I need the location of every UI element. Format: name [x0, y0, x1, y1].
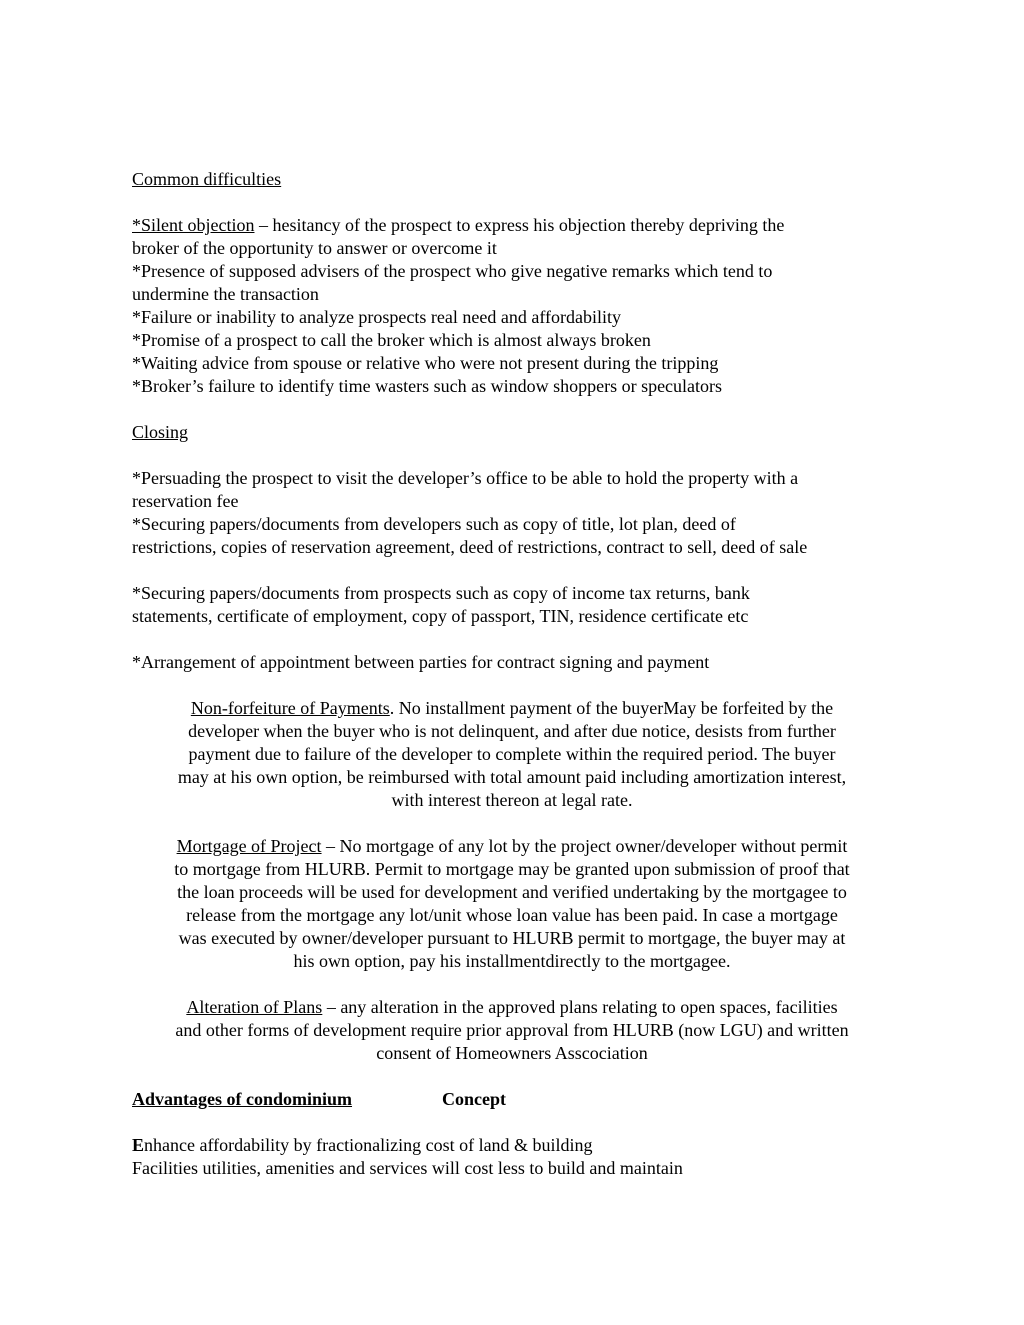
mortgage-line-3: the loan proceeds will be used for development and verified undertaking by the mortgagee to	[177, 882, 847, 902]
non-forfeiture-paragraph	[132, 697, 892, 812]
advantages-heading-row	[132, 1088, 892, 1111]
non-forfeiture-line-5: with interest thereon at legal rate.	[391, 790, 633, 810]
securing-prospects-line-1: *Securing papers/documents from prospects such as copy of income tax returns, bank	[132, 583, 750, 603]
mortgage-text: – No mortgage of any lot by the project owner/developer without permit	[321, 836, 848, 856]
persuading-line-1: *Persuading the prospect to visit the developer’s office to be able to hold the property with a	[132, 468, 799, 488]
alteration-paragraph	[132, 996, 892, 1065]
securing-prospects-line-2: statements, certificate of employment, copy of passport, TIN, residence certificate etc	[132, 606, 749, 626]
alteration-line-3: consent of Homeowners Asscociation	[376, 1043, 648, 1063]
promise-line: *Promise of a prospect to call the broker which is almost always broken	[132, 330, 651, 350]
spacer	[132, 628, 892, 651]
non-forfeiture-line-2: developer when the buyer who is not delinquent, and after due notice, desists from further	[188, 721, 836, 741]
spacer	[132, 191, 892, 214]
silent-objection-label: *Silent objection	[132, 215, 255, 235]
mortgage-line-4: release from the mortgage any lot/unit whose loan value has been paid. In case a mortgage	[186, 905, 838, 925]
mortgage-line-2: to mortgage from HLURB. Permit to mortgage may be granted upon submission of proof that	[174, 859, 850, 879]
non-forfeiture-label: Non-forfeiture of Payments	[190, 698, 390, 718]
advantages-heading: Advantages of condominium	[132, 1089, 353, 1109]
mortgage-paragraph	[132, 835, 892, 973]
facilities-line: Facilities utilities, amenities and services will cost less to build and maintain	[132, 1158, 683, 1178]
securing-developers-line-2: restrictions, copies of reservation agreement, deed of restrictions, contract to sell, deed of sale	[132, 537, 808, 557]
common-difficulties-heading: Common difficulties	[132, 169, 282, 189]
arrangement-line: *Arrangement of appointment between parties for contract signing and payment	[132, 652, 710, 672]
spacer	[132, 973, 892, 996]
advisers-line-2: undermine the transaction	[132, 284, 319, 304]
spacer	[132, 1065, 892, 1088]
non-forfeiture-line-3: payment due to failure of the developer to complete within the required period. The buyer	[188, 744, 836, 764]
concept-heading: Concept	[442, 1089, 507, 1109]
spacer	[132, 398, 892, 421]
spacer	[132, 674, 892, 697]
broker-failure-line: *Broker’s failure to identify time wasters such as window shoppers or speculators	[132, 376, 723, 396]
spacer	[132, 559, 892, 582]
mortgage-line-1	[132, 835, 892, 858]
mortgage-line-5: was executed by owner/developer pursuant to HLURB permit to mortgage, the buyer may at	[178, 928, 846, 948]
closing-heading: Closing	[132, 422, 189, 442]
failure-line: *Failure or inability to analyze prospects real need and affordability	[132, 307, 621, 327]
alteration-text: – any alteration in the approved plans relating to open spaces, facilities	[322, 997, 838, 1017]
securing-developers-line-1: *Securing papers/documents from developers such as copy of title, lot plan, deed of	[132, 514, 736, 534]
advisers-line-1: *Presence of supposed advisers of the prospect who give negative remarks which tend to	[132, 261, 773, 281]
silent-objection-text: – hesitancy of the prospect to express his objection thereby depriving the	[254, 215, 785, 235]
silent-objection-line-1	[132, 214, 892, 237]
enhance-text: nhance affordability by fractionalizing cost of land & building	[144, 1135, 593, 1155]
alteration-label: Alteration of Plans	[186, 997, 323, 1017]
spacer	[132, 812, 892, 835]
document-body	[132, 168, 892, 1180]
non-forfeiture-line-4: may at his own option, be reimbursed with total amount paid including amortization interest,	[177, 767, 847, 787]
waiting-line: *Waiting advice from spouse or relative who were not present during the tripping	[132, 353, 719, 373]
silent-objection-line-2: broker of the opportunity to answer or overcome it	[132, 238, 497, 258]
mortgage-label: Mortgage of Project	[176, 836, 322, 856]
mortgage-line-6: his own option, pay his installmentdirectly to the mortgagee.	[293, 951, 731, 971]
persuading-line-2: reservation fee	[132, 491, 239, 511]
enhance-line	[132, 1134, 892, 1157]
non-forfeiture-line-1	[132, 697, 892, 720]
spacer	[132, 1111, 892, 1134]
enhance-initial: E	[132, 1135, 145, 1155]
alteration-line-1	[132, 996, 892, 1019]
non-forfeiture-text: . No installment payment of the buyerMay be forfeited by the	[389, 698, 834, 718]
spacer	[132, 444, 892, 467]
alteration-line-2: and other forms of development require prior approval from HLURB (now LGU) and written	[175, 1020, 849, 1040]
